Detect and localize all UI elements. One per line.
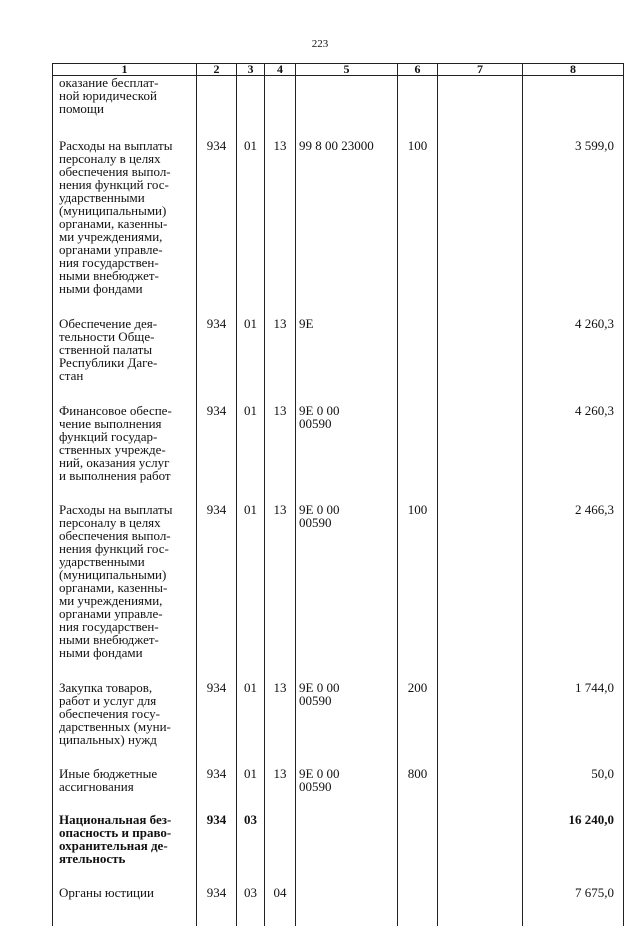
column-7-value <box>438 503 523 681</box>
column-7-value <box>438 886 523 926</box>
item-name: Расходы на выплаты персоналу в целях обеспечения выпол- нения функций гос- ударственными (муниципальными) органами, казенны- ми учреждениями, органами управле- ния государствен- ными внебюджет- ными фондами <box>53 503 197 681</box>
column-7-value <box>438 404 523 503</box>
item-name: оказание бесплат- ной юридической помощи <box>53 76 197 140</box>
target-article-code: 99 8 00 23000 <box>296 139 398 317</box>
amount: 7 675,0 <box>523 886 624 926</box>
section-code: 01 <box>237 681 265 767</box>
column-header: 6 <box>398 64 438 76</box>
column-header: 3 <box>237 64 265 76</box>
table-body <box>53 76 624 926</box>
amount: 3 599,0 <box>523 139 624 317</box>
amount: 50,0 <box>523 767 624 813</box>
target-article-code: 9Е 0 00 00590 <box>296 681 398 767</box>
amount: 2 466,3 <box>523 503 624 681</box>
subsection-code: 13 <box>265 317 296 404</box>
target-article-code: 9Е 0 00 00590 <box>296 767 398 813</box>
subsection-code: 13 <box>265 503 296 681</box>
section-code <box>237 76 265 140</box>
subsection-code: 13 <box>265 404 296 503</box>
table-row <box>53 404 624 503</box>
table-row <box>53 76 624 140</box>
column-header: 4 <box>265 64 296 76</box>
section-code: 01 <box>237 139 265 317</box>
amount <box>523 76 624 140</box>
table-row <box>53 139 624 317</box>
item-name: Обеспечение дея- тельности Обще- ственной палаты Республики Даге- стан <box>53 317 197 404</box>
amount: 16 240,0 <box>523 813 624 886</box>
column-7-value <box>438 681 523 767</box>
expense-type-code <box>398 76 438 140</box>
expense-type-code: 100 <box>398 503 438 681</box>
ministry-code: 934 <box>197 886 237 926</box>
page-number: 223 <box>0 38 640 50</box>
amount: 4 260,3 <box>523 317 624 404</box>
subsection-code: 13 <box>265 767 296 813</box>
section-code: 01 <box>237 503 265 681</box>
column-7-value <box>438 139 523 317</box>
section-code: 01 <box>237 404 265 503</box>
item-name: Органы юстиции <box>53 886 197 926</box>
subsection-code: 13 <box>265 681 296 767</box>
expense-type-code: 100 <box>398 139 438 317</box>
column-7-value <box>438 813 523 886</box>
target-article-code <box>296 813 398 886</box>
table-row <box>53 681 624 767</box>
table-row <box>53 813 624 886</box>
target-article-code: 9Е 0 00 00590 <box>296 404 398 503</box>
amount: 1 744,0 <box>523 681 624 767</box>
subsection-code <box>265 813 296 886</box>
target-article-code: 9Е 0 00 00590 <box>296 503 398 681</box>
item-name: Закупка товаров, работ и услуг для обеспечения госу- дарственных (муни- ципальных) нужд <box>53 681 197 767</box>
expense-type-code <box>398 886 438 926</box>
ministry-code: 934 <box>197 317 237 404</box>
amount: 4 260,3 <box>523 404 624 503</box>
column-7-value <box>438 76 523 140</box>
ministry-code: 934 <box>197 404 237 503</box>
subsection-code: 04 <box>265 886 296 926</box>
ministry-code: 934 <box>197 813 237 886</box>
subsection-code: 13 <box>265 139 296 317</box>
table-row <box>53 317 624 404</box>
section-code: 01 <box>237 767 265 813</box>
subsection-code <box>265 76 296 140</box>
table-row <box>53 886 624 926</box>
column-header: 7 <box>438 64 523 76</box>
expense-type-code: 200 <box>398 681 438 767</box>
item-name: Национальная без- опасность и право- охранительная де- ятельность <box>53 813 197 886</box>
column-7-value <box>438 767 523 813</box>
item-name: Расходы на выплаты персоналу в целях обеспечения выпол- нения функций гос- ударственными (муниципальными) органами, казенны- ми учреждениями, органами управле- ния государствен- ными внебюджет- ными фондами <box>53 139 197 317</box>
target-article-code <box>296 886 398 926</box>
expense-type-code <box>398 404 438 503</box>
table-header-row <box>53 64 624 76</box>
table-row <box>53 767 624 813</box>
ministry-code: 934 <box>197 139 237 317</box>
target-article-code <box>296 76 398 140</box>
column-header: 8 <box>523 64 624 76</box>
ministry-code: 934 <box>197 503 237 681</box>
section-code: 03 <box>237 886 265 926</box>
section-code: 01 <box>237 317 265 404</box>
expense-type-code <box>398 813 438 886</box>
section-code: 03 <box>237 813 265 886</box>
column-header: 1 <box>53 64 197 76</box>
table-row <box>53 503 624 681</box>
item-name: Финансовое обеспе- чение выполнения функций государ- ственных учрежде- ний, оказания услуг и выполнения работ <box>53 404 197 503</box>
budget-table <box>52 63 624 926</box>
item-name: Иные бюджетные ассигнования <box>53 767 197 813</box>
column-header: 5 <box>296 64 398 76</box>
ministry-code: 934 <box>197 767 237 813</box>
target-article-code: 9Е <box>296 317 398 404</box>
ministry-code <box>197 76 237 140</box>
expense-type-code: 800 <box>398 767 438 813</box>
ministry-code: 934 <box>197 681 237 767</box>
expense-type-code <box>398 317 438 404</box>
column-7-value <box>438 317 523 404</box>
column-header: 2 <box>197 64 237 76</box>
